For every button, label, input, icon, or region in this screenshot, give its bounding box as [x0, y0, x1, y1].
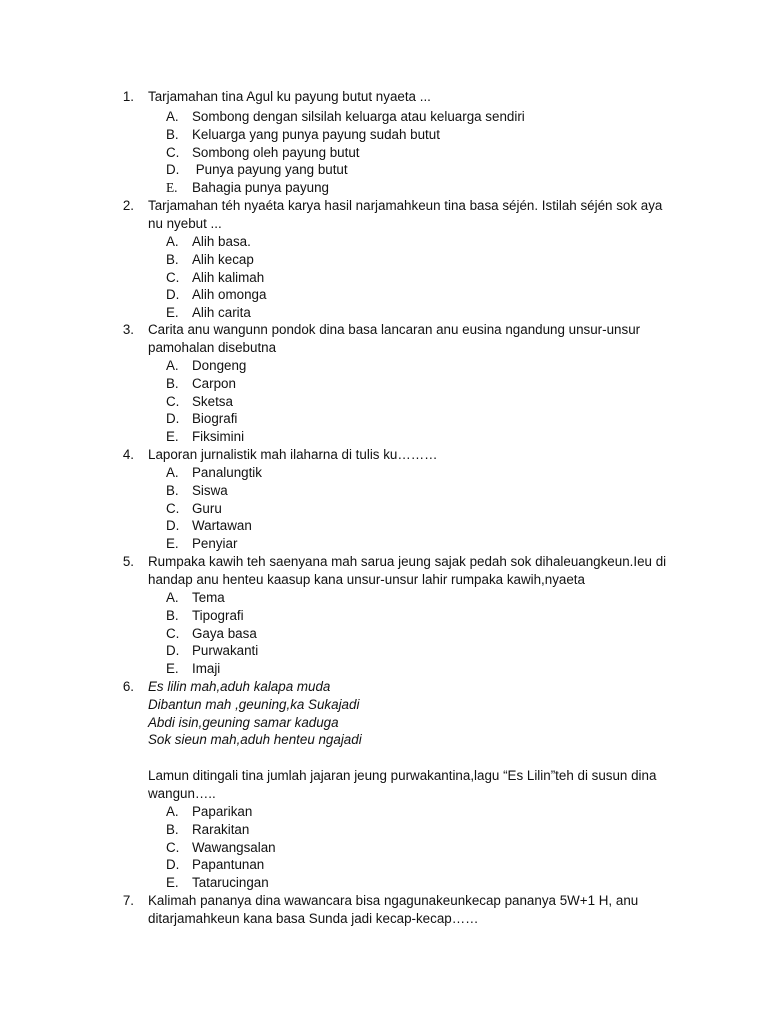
question-number: 7. — [122, 893, 134, 908]
option-c: C. Sketsa — [166, 393, 233, 409]
options-list — [166, 803, 276, 892]
song-lyrics — [148, 678, 362, 749]
option-d: D. Papantunan — [166, 857, 265, 873]
option-e: E. Penyiar — [166, 536, 238, 552]
options-list — [166, 357, 246, 446]
option-e: E. Alih carita — [166, 305, 251, 321]
options-list — [166, 108, 525, 197]
option-a: A. Paparikan — [166, 804, 253, 819]
option-e: E. Imaji — [166, 661, 221, 677]
option-a: A. Sombong dengan silsilah keluarga atau keluarga sendiri — [166, 109, 525, 124]
question-number: 3. — [122, 322, 134, 337]
question-text: Kalimah pananya dina wawancara bisa ngagunakeunkecap pananya 5W+1 H, anu ditarjamahkeun kana basa Sunda jadi kecap-kecap…… — [148, 893, 639, 926]
option-b: B. Rarakitan — [166, 821, 250, 837]
options-list — [166, 233, 266, 322]
option-b: B. Siswa — [166, 482, 228, 498]
question-text: Tarjamahan téh nyaéta karya hasil narjamahkeun tina basa séjén. Istilah séjén sok aya nu nyebut ... — [148, 198, 663, 231]
option-b: B. Carpon — [166, 375, 236, 391]
option-d: D. Biografi — [166, 411, 238, 427]
option-c: C. Wawangsalan — [166, 839, 276, 855]
lyric-line: Dibantun mah ,geuning,ka Sukajadi — [148, 696, 360, 712]
option-a: A. Panalungtik — [166, 465, 262, 480]
option-e: E. Tatarucingan — [166, 875, 269, 891]
lyric-line: Sok sieun mah,aduh henteu ngajadi — [148, 732, 362, 748]
question-text: Tarjamahan tina Agul ku payung butut nyaeta ... — [148, 89, 431, 104]
option-e: E. Fiksimini — [166, 429, 245, 445]
option-c: C. Gaya basa — [166, 625, 257, 641]
question-text: Carita anu wangunn pondok dina basa lancaran anu eusina ngandung unsur-unsur pamohalan disebutna — [148, 322, 641, 355]
question-text: Lamun ditingali tina jumlah jajaran jeung purwakantina,lagu “Es Lilin”teh di susun dina wangun….. — [148, 768, 657, 801]
option-a: A. Dongeng — [166, 358, 247, 373]
option-b: B. Alih kecap — [166, 251, 254, 267]
option-d: D. Wartawan — [166, 518, 252, 534]
option-d: D. Purwakanti — [166, 643, 259, 659]
option-b: B. Tipografi — [166, 607, 244, 623]
question-number: 4. — [122, 447, 134, 462]
question-number: 5. — [122, 554, 134, 569]
question-text: Laporan jurnalistik mah ilaharna di tulis ku……… — [148, 447, 438, 462]
option-c: C. Sombong oleh payung butut — [166, 144, 360, 160]
question-number: 1. — [122, 89, 134, 104]
option-b: B. Keluarga yang punya payung sudah butut — [166, 126, 440, 142]
option-c: C. Guru — [166, 500, 222, 516]
option-a: A. Tema — [166, 590, 225, 605]
option-d: D. Punya payung yang butut — [166, 162, 348, 178]
lyric-line: Abdi isin,geuning samar kaduga — [148, 714, 339, 730]
option-e: E. Bahagia punya payung — [166, 180, 329, 196]
option-a: A. Alih basa. — [166, 234, 251, 249]
options-list — [166, 464, 262, 553]
options-list — [166, 589, 258, 678]
question-number: 6. — [122, 679, 134, 694]
question-number: 2. — [122, 198, 134, 213]
question-text: Rumpaka kawih teh saenyana mah sarua jeung sajak pedah sok dihaleuangkeun.Ieu di handap anu henteu kaasup kana unsur-unsur lahir rumpaka kawih,nyaeta — [148, 554, 667, 587]
lyric-line: Es lilin mah,aduh kalapa muda — [148, 679, 331, 694]
option-d: D. Alih omonga — [166, 287, 267, 303]
option-c: C. Alih kalimah — [166, 269, 265, 285]
